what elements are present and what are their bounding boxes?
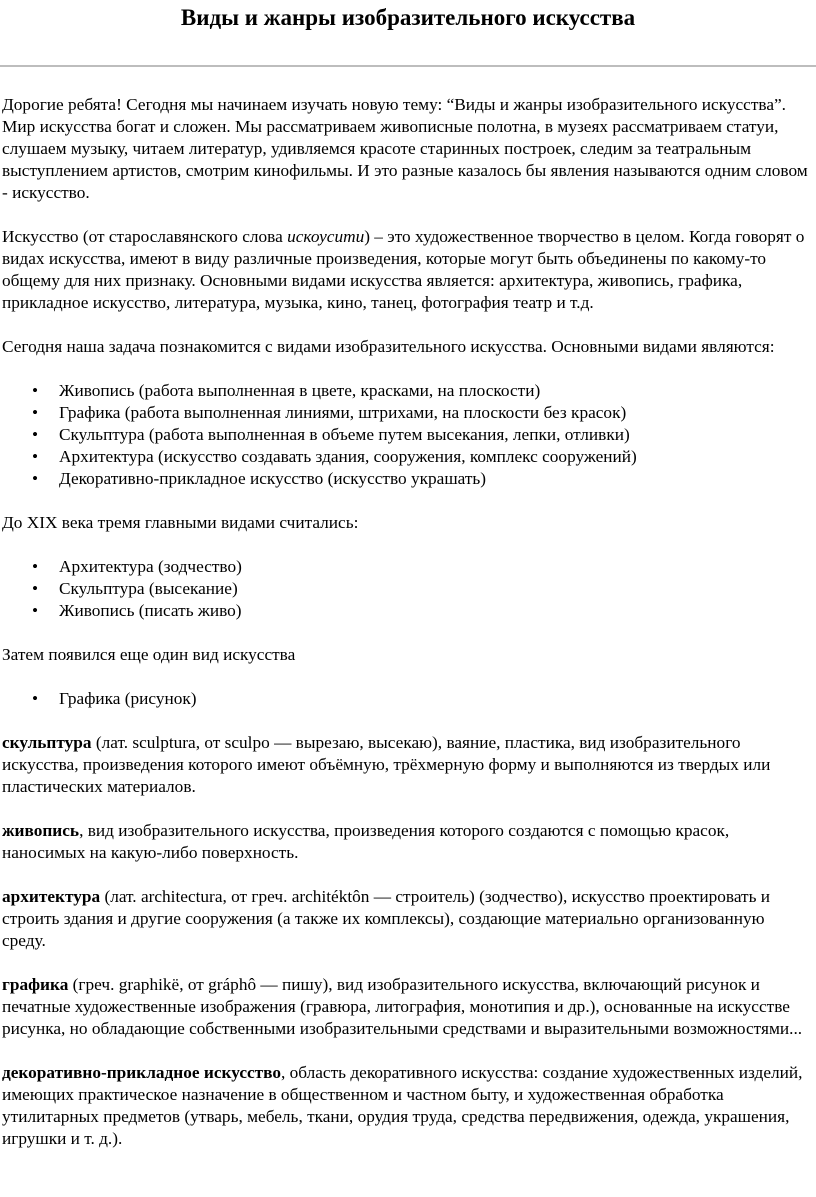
definition-painting bbox=[2, 820, 812, 864]
art-definition-after: ) – это художественное творчество в целом. Когда говорят о видах искусства, имеют в виду различные произведения, которые могут быть объединены по какому-то общему для них признаку. Основными видами искусства является: архитектура, живопись, графика, прикладное искусство, литература, музыка, кино, танец, фотография театр и т.д. bbox=[2, 227, 805, 312]
then-paragraph: Затем появился еще один вид искусства bbox=[2, 645, 296, 664]
list-item-text: Архитектура (зодчество) bbox=[59, 557, 242, 576]
list-item-text: Графика (работа выполненная линиями, штрихами, на плоскости без красок) bbox=[59, 403, 627, 422]
bullet-icon: • bbox=[32, 381, 39, 400]
definition-sculpture bbox=[2, 732, 812, 798]
page-title: Виды и жанры изобразительного искусства bbox=[180, 5, 636, 30]
definition-text: (лат. sculptura, от sculpo — вырезаю, высекаю), ваяние, пластика, вид изобразительного искусства, произведения которого имеют объёмную, трёхмерную форму и выполняются из твердых или пластических материалов. bbox=[2, 733, 771, 796]
definition-term: декоративно-прикладное искусство bbox=[2, 1063, 281, 1082]
definition-text: (лат. architectura, от греч. architéktôn — строитель) (зодчество), искусство проектировать и строить здания и другие сооружения (а также их комплексы), создающие материально организованную среду. bbox=[2, 887, 771, 950]
list-item bbox=[32, 402, 812, 424]
list-item-text: Скульптура (высекание) bbox=[59, 579, 238, 598]
main-types-list bbox=[2, 380, 812, 490]
old-types-list bbox=[2, 556, 812, 622]
definition-text: , область декоративного искусства: создание художественных изделий, имеющих практическое назначение в общественном и частном быту, и художественная обработка утилитарных предметов (утварь, мебель, ткани, орудия труда, средства передвижения, одежда, украшения, игрушки и т. д.). bbox=[2, 1063, 803, 1148]
bullet-icon: • bbox=[32, 579, 39, 598]
task-paragraph: Сегодня наша задача познакомится с видами изобразительного искусства. Основными видами являются: bbox=[2, 337, 775, 356]
bullet-icon: • bbox=[32, 403, 39, 422]
list-item-text: Графика (рисунок) bbox=[59, 689, 197, 708]
definition-term: живопись bbox=[2, 821, 80, 840]
bullet-icon: • bbox=[32, 425, 39, 444]
definition-architecture bbox=[2, 886, 812, 952]
list-item bbox=[32, 446, 812, 468]
bullet-icon: • bbox=[32, 557, 39, 576]
bullet-icon: • bbox=[32, 601, 39, 620]
list-item bbox=[32, 600, 812, 622]
list-item bbox=[32, 424, 812, 446]
art-definition-word: искоусити bbox=[287, 227, 365, 246]
list-item bbox=[32, 688, 812, 710]
bullet-icon: • bbox=[32, 689, 39, 708]
definition-term: скульптура bbox=[2, 733, 92, 752]
art-definition-before: Искусство (от старославянского слова bbox=[2, 227, 288, 246]
list-item bbox=[32, 468, 812, 490]
definition-text: , вид изобразительного искусства, произведения которого создаются с помощью красок, наносимых на какую-либо поверхность. bbox=[2, 821, 730, 862]
definition-text: (греч. graphikë, от gráphô — пишу), вид изобразительного искусства, включающий рисунок и печатные художественные изображения (гравюра, литография, монотипия и др.), основанные на искусстве рисунка, но обладающие собственными изобразительными средствами и выразительными возможностями... bbox=[2, 975, 803, 1038]
document-body bbox=[0, 94, 816, 1150]
list-item bbox=[32, 578, 812, 600]
definition-term: архитектура bbox=[2, 887, 101, 906]
list-item-text: Скульптура (работа выполненная в объеме путем высекания, лепки, отливки) bbox=[59, 425, 630, 444]
definition-term: графика bbox=[2, 975, 69, 994]
intro-paragraph: Дорогие ребята! Сегодня мы начинаем изучать новую тему: “Виды и жанры изобразительного искусства”. Мир искусства богат и сложен. Мы рассматриваем живописные полотна, в музеях рассматриваем статуи, слушаем музыку, читаем литератур, удивляемся красоте старинных построек, следим за театральным выступлением артистов, смотрим кинофильмы. И это разные казалось бы явления называются одним словом - искусство. bbox=[2, 95, 808, 202]
bullet-icon: • bbox=[32, 469, 39, 488]
list-item-text: Декоративно-прикладное искусство (искусство украшать) bbox=[59, 469, 487, 488]
title-divider bbox=[0, 65, 816, 67]
art-definition-paragraph bbox=[2, 226, 812, 314]
list-item bbox=[32, 380, 812, 402]
before-19th-century-paragraph: До XIX века тремя главными видами считались: bbox=[2, 513, 359, 532]
definition-decorative-art bbox=[2, 1062, 812, 1150]
list-item bbox=[32, 556, 812, 578]
new-types-list bbox=[2, 688, 812, 710]
definition-graphics bbox=[2, 974, 812, 1040]
list-item-text: Живопись (работа выполненная в цвете, красками, на плоскости) bbox=[59, 381, 541, 400]
bullet-icon: • bbox=[32, 447, 39, 466]
list-item-text: Архитектура (искусство создавать здания, сооружения, комплекс сооружений) bbox=[59, 447, 637, 466]
list-item-text: Живопись (писать живо) bbox=[59, 601, 242, 620]
